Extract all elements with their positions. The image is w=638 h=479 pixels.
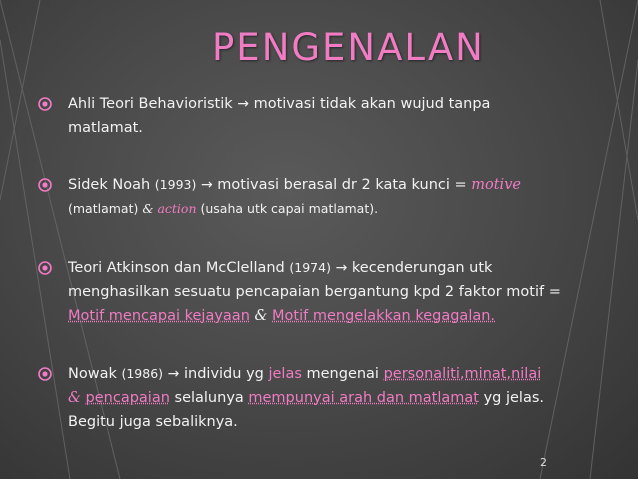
page-number: 2 <box>540 456 547 469</box>
slide-title: PENGENALAN <box>212 26 485 69</box>
bullet-text: Teori Atkinson dan McClelland (1974) → kecenderungan utk menghasilkan sesuatu pencapaian bergantung kpd 2 faktor motif = Motif mencapai kejayaan & Motif mengelakkan kegagalan. <box>68 260 561 324</box>
target-bullet-icon <box>38 178 52 192</box>
bullet-text: Sidek Noah (1993) → motivasi berasal dr 2 kata kunci = motive (matlamat) & action (usaha utk capai matlamat). <box>68 177 521 216</box>
target-bullet-icon <box>38 97 52 111</box>
target-bullet-icon <box>38 367 52 381</box>
bullet-text: Ahli Teori Behavioristik → motivasi tidak akan wujud tanpa matlamat. <box>68 96 491 136</box>
target-bullet-icon <box>38 261 52 275</box>
bullet-text: Nowak (1986) → individu yg jelas mengenai personaliti,minat,nilai & pencapaian selalunya mempunyai arah dan matlamat yg jelas. Begitu juga sebaliknya. <box>68 366 545 430</box>
